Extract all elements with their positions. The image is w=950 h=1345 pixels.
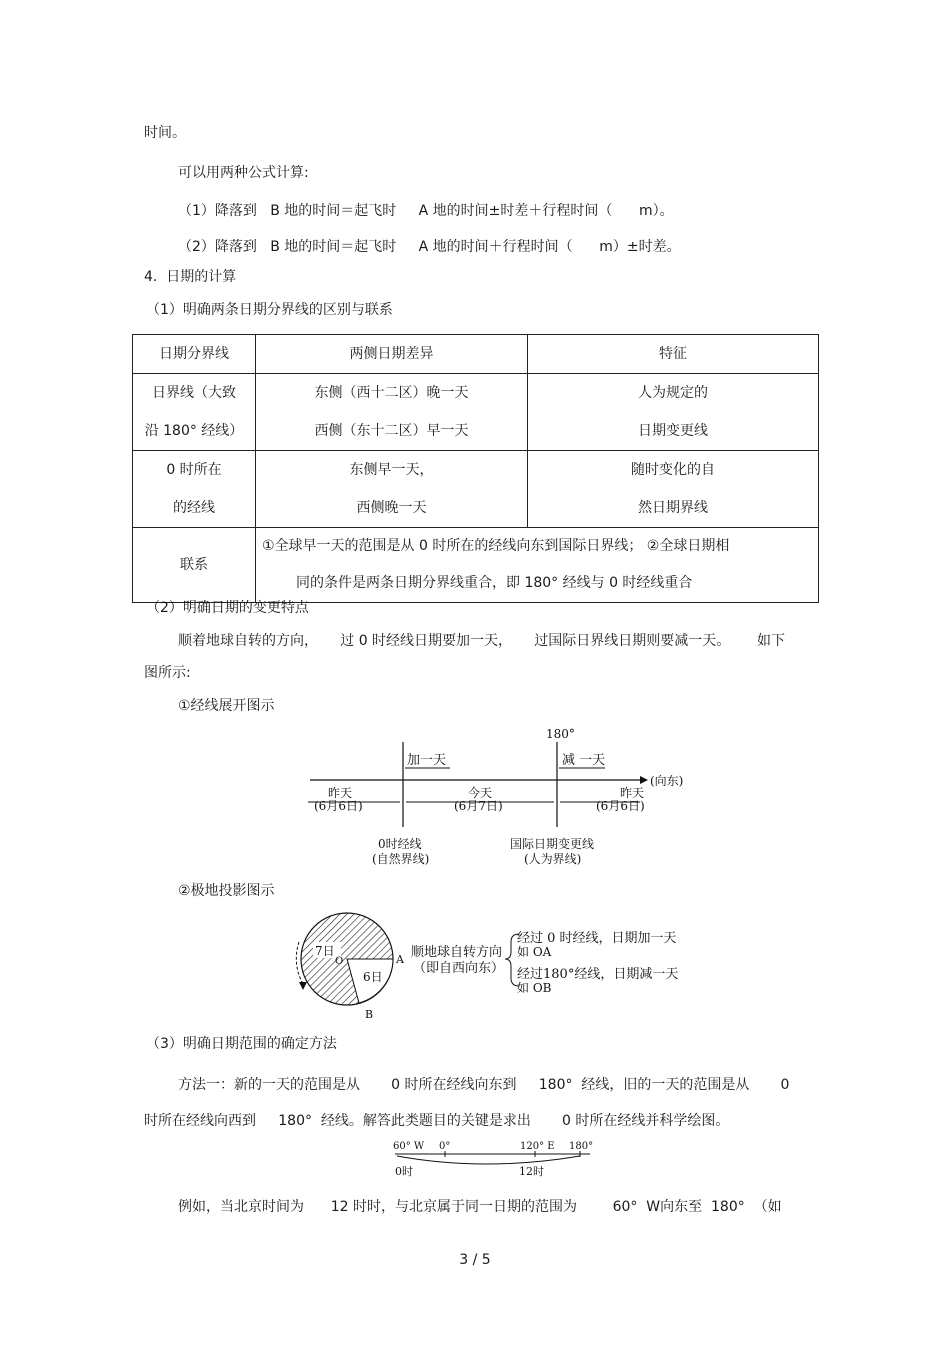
label-minus-day: 减 一天 — [562, 753, 606, 768]
label-tomorrow: 昨天 — [620, 786, 645, 800]
table-header-cell: 两侧日期差异 — [256, 335, 528, 374]
para-formula-1: （1）降落到 B 地的时间＝起飞时 A 地的时间±时差＋行程时间（ m）。 — [178, 203, 674, 219]
para-date-change-cont: 图所示: — [144, 665, 191, 681]
label-12-hour: 12时 — [519, 1165, 544, 1178]
para-method-1-cont: 时所在经线向西到 180° 经线。解答此类题目的关键是求出 0 时所在经线并科学绘图。 — [144, 1113, 730, 1129]
para-formula-intro: 可以用两种公式计算: — [178, 165, 309, 181]
table-row — [133, 374, 819, 451]
table-header-cell: 特征 — [528, 335, 819, 374]
polar-projection-figure — [285, 912, 705, 1024]
rule-minus-example: 如 OB — [517, 981, 552, 995]
label-yesterday-date: (6月6日) — [314, 799, 363, 813]
subheading-1: （1）明确两条日期分界线的区别与联系 — [146, 302, 393, 318]
table-cell: 随时变化的自 然日期界线 — [528, 451, 819, 528]
label-tomorrow-date: (6月6日) — [596, 799, 645, 813]
tick-180: 180° — [569, 1141, 594, 1152]
label-6th: 6日 — [363, 970, 383, 984]
fig1-caption: ①经线展开图示 — [178, 698, 275, 714]
rule-plus-example: 如 OA — [517, 945, 552, 959]
table-cell-link: ①全球早一天的范围是从 0 时所在的经线向东到国际日界线； ②全球日期相 同的条件是两条日期分界线重合，即 180° 经线与 0 时经线重合 — [256, 528, 819, 603]
label-a: A — [396, 953, 404, 966]
table-cell: 人为规定的 日期变更线 — [528, 374, 819, 451]
label-rotation-dir: 顺地球自转方向 — [411, 945, 503, 960]
tick-60w: 60° W — [393, 1141, 425, 1152]
label-natural-line: (自然界线) — [372, 852, 430, 866]
fig2-caption: ②极地投影图示 — [178, 883, 275, 899]
label-today: 今天 — [468, 786, 493, 800]
table-header-cell: 日期分界线 — [133, 335, 256, 374]
label-b: B — [365, 1008, 374, 1021]
label-today-date: (6月7日) — [454, 799, 503, 813]
label-plus-day: 加一天 — [407, 753, 447, 768]
label-idl: 国际日期变更线 — [510, 837, 595, 851]
rule-plus-day: 经过 0 时经线，日期加一天 — [517, 931, 677, 946]
meridian-unfold-figure — [300, 722, 684, 872]
dateline-comparison-table — [132, 334, 819, 603]
table-cell: 东侧早一天， 西侧晚一天 — [256, 451, 528, 528]
subheading-3: （3）明确日期范围的确定方法 — [146, 1036, 337, 1052]
longitude-range-figure — [385, 1138, 605, 1182]
page-number: 3 / 5 — [459, 1252, 491, 1268]
para-date-change: 顺着地球自转的方向， 过 0 时经线日期要加一天， 过国际日界线日期则要减一天。 如下 — [178, 633, 786, 649]
rule-minus-day: 经过180°经线，日期减一天 — [517, 967, 679, 982]
table-header-row — [133, 335, 819, 374]
table-cell: 日界线（大致 沿 180° 经线） — [133, 374, 256, 451]
para-time-end: 时间。 — [144, 125, 186, 141]
para-example: 例如，当北京时间为 12 时时，与北京属于同一日期的范围为 60° W向东至 180° （如 — [178, 1199, 782, 1215]
rotation-arrow-icon — [299, 982, 307, 990]
table-row-link — [133, 528, 819, 603]
label-west-to-east: （即自西向东） — [413, 961, 505, 976]
table-cell: 东侧（西十二区）晚一天 西侧（东十二区）早一天 — [256, 374, 528, 451]
subheading-2: （2）明确日期的变更特点 — [146, 600, 309, 616]
tick-120e: 120° E — [520, 1141, 555, 1152]
tick-0: 0° — [439, 1141, 451, 1152]
label-human-line: (人为界线) — [524, 852, 582, 866]
label-180: 180° — [546, 727, 575, 741]
label-o: O — [335, 956, 344, 967]
label-0-hour: 0时 — [395, 1165, 413, 1178]
table-cell: 0 时所在 的经线 — [133, 451, 256, 528]
label-7th: 7日 — [315, 944, 335, 958]
para-formula-2: （2）降落到 B 地的时间＝起飞时 A 地的时间＋行程时间（ m）±时差。 — [178, 239, 681, 255]
label-yesterday: 昨天 — [328, 786, 353, 800]
label-east: (向东) — [650, 774, 684, 788]
arrow-east-icon — [640, 776, 648, 784]
heading-date-calc: 4. 日期的计算 — [144, 269, 237, 285]
table-cell: 联系 — [133, 528, 256, 603]
para-method-1: 方法一：新的一天的范围是从 0 时所在经线向东到 180° 经线，旧的一天的范围是从 0 — [178, 1077, 790, 1093]
label-meridian-0: 0时经线 — [378, 837, 422, 851]
table-row — [133, 451, 819, 528]
